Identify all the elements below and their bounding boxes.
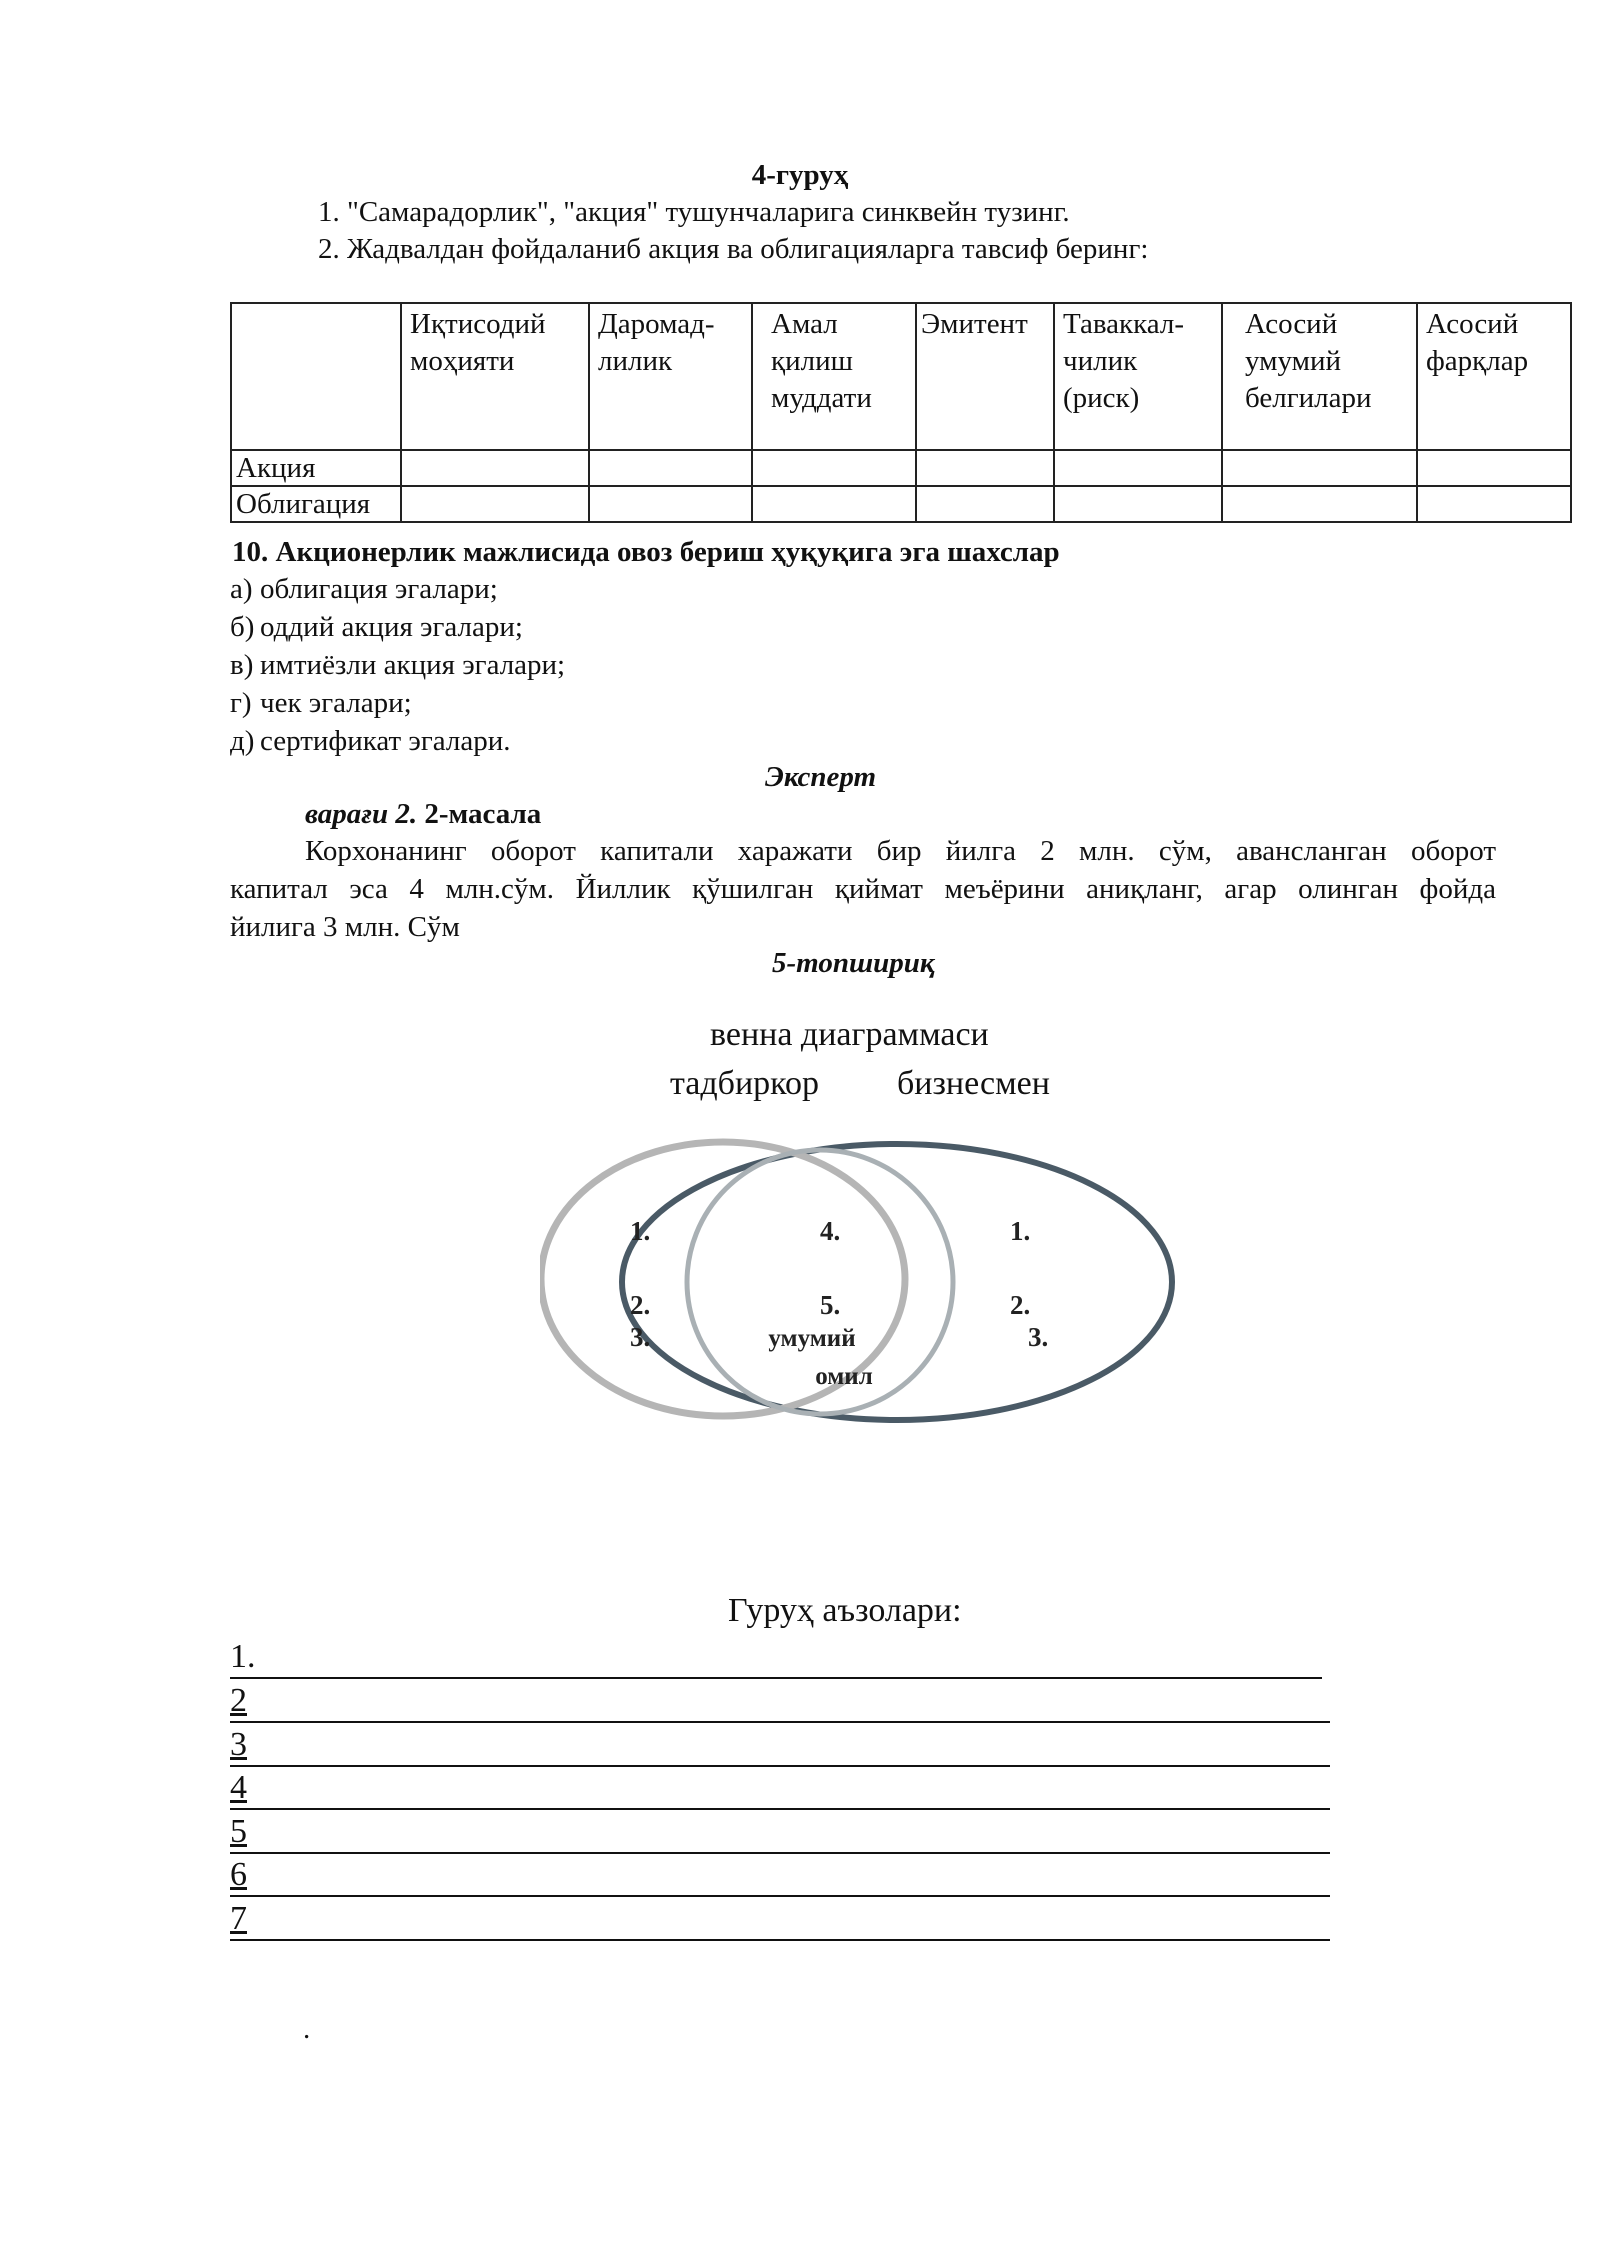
venn-center-item-4: 4. bbox=[820, 1216, 841, 1246]
member-number: 3 bbox=[230, 1726, 247, 1763]
venn-right-label: бизнесмен bbox=[897, 1065, 1050, 1102]
expert-heading: Эксперт bbox=[765, 761, 877, 793]
table-header-cell: Амал қилиш муддати bbox=[752, 303, 916, 450]
table-cell bbox=[1054, 450, 1222, 486]
option-letter: б) bbox=[230, 611, 255, 643]
table-row bbox=[231, 450, 1571, 486]
table-cell bbox=[401, 450, 589, 486]
option-text: облигация эгалари; bbox=[260, 573, 498, 605]
member-line-2[interactable] bbox=[230, 1681, 1330, 1723]
answer-option-e bbox=[230, 722, 511, 760]
table-header-cell: Иқтисодий моҳияти bbox=[401, 303, 589, 450]
option-letter: г) bbox=[230, 687, 252, 719]
table-row-label: Акция bbox=[231, 450, 401, 486]
table-cell bbox=[401, 486, 589, 522]
table-header-row bbox=[231, 303, 1571, 450]
table-header-cell: Таваккал- чилик (риск) bbox=[1054, 303, 1222, 450]
table-cell bbox=[1222, 450, 1417, 486]
answer-option-b bbox=[230, 608, 523, 646]
task5-heading: 5-топшириқ bbox=[772, 947, 935, 979]
table-cell bbox=[589, 450, 752, 486]
trailing-dot: . bbox=[303, 2013, 311, 2045]
answer-option-a bbox=[230, 570, 498, 608]
venn-right-circle bbox=[622, 1144, 1172, 1420]
venn-diagram bbox=[540, 1130, 1190, 1435]
table-cell bbox=[1054, 486, 1222, 522]
table-header-cell bbox=[231, 303, 401, 450]
member-number: 5 bbox=[230, 1813, 247, 1850]
venn-right-item-2: 2. bbox=[1010, 1290, 1031, 1320]
venn-center-caption-2: омил bbox=[815, 1363, 873, 1390]
group-title: 4-гуруҳ bbox=[751, 159, 849, 191]
table-cell bbox=[1417, 450, 1571, 486]
problem-line-3: йилига 3 млн. Сўм bbox=[230, 911, 460, 943]
member-line-5[interactable] bbox=[230, 1812, 1330, 1854]
venn-right-item-3: 3. bbox=[1028, 1322, 1049, 1352]
member-number: 4 bbox=[230, 1769, 247, 1806]
question-10-title: 10. Акционерлик мажлисида овоз бериш ҳуқуқига эга шахслар bbox=[232, 536, 1060, 568]
table-cell bbox=[752, 450, 916, 486]
table-header-cell: Асосий фарқлар bbox=[1417, 303, 1571, 450]
members-title: Гуруҳ аъзолари: bbox=[728, 1592, 962, 1629]
member-line-3[interactable] bbox=[230, 1725, 1330, 1767]
venn-left-item-1: 1. bbox=[630, 1216, 651, 1246]
table-cell bbox=[1222, 486, 1417, 522]
option-text: сертификат эгалари. bbox=[260, 725, 511, 757]
table-header-cell: Асосий умумий белгилари bbox=[1222, 303, 1417, 450]
option-text: чек эгалари; bbox=[260, 687, 412, 719]
answer-option-d bbox=[230, 684, 412, 722]
member-number: 1. bbox=[230, 1638, 256, 1675]
member-line-7[interactable] bbox=[230, 1899, 1330, 1941]
table-header-cell: Даромад- лилик bbox=[589, 303, 752, 450]
comparison-table bbox=[230, 302, 1572, 523]
member-number: 7 bbox=[230, 1900, 247, 1937]
member-number: 2 bbox=[230, 1682, 247, 1719]
member-line-4[interactable] bbox=[230, 1768, 1330, 1810]
task-2: 2. Жадвалдан фойдаланиб акция ва облигацияларга тавсиф беринг: bbox=[318, 233, 1149, 265]
answer-option-c bbox=[230, 646, 565, 684]
venn-center-item-5: 5. bbox=[820, 1290, 841, 1320]
table-header-cell: Эмитент bbox=[916, 303, 1054, 450]
table-cell bbox=[752, 486, 916, 522]
table-row-label: Облигация bbox=[231, 486, 401, 522]
member-line-6[interactable] bbox=[230, 1855, 1330, 1897]
option-text: имтиёзли акция эгалари; bbox=[260, 649, 566, 681]
table-row bbox=[231, 486, 1571, 522]
venn-left-item-3: 3. bbox=[630, 1322, 651, 1352]
sheet-italic: варағи 2. bbox=[305, 798, 418, 830]
table-cell bbox=[916, 450, 1054, 486]
venn-left-item-2: 2. bbox=[630, 1290, 651, 1320]
sheet-number: 2-масала bbox=[417, 798, 542, 830]
table-cell bbox=[589, 486, 752, 522]
problem-line-1: Корхонанинг оборот капитали харажати бир йилга 2 млн. сўм, авансланган оборот bbox=[305, 835, 1496, 867]
expert-sheet-label bbox=[305, 795, 541, 833]
option-text: оддий акция эгалари; bbox=[260, 611, 523, 643]
option-letter: д) bbox=[230, 725, 255, 757]
problem-line-2: капитал эса 4 млн.сўм. Йиллик қўшилган қиймат меъёрини аниқланг, агар олинган фойда bbox=[230, 873, 1496, 905]
task-1: 1. "Самарадорлик", "акция" тушунчаларига синквейн тузинг. bbox=[318, 196, 1070, 228]
member-line-1[interactable] bbox=[230, 1637, 1322, 1679]
venn-title: венна диаграммаси bbox=[710, 1016, 989, 1053]
option-letter: в) bbox=[230, 649, 254, 681]
venn-left-label: тадбиркор bbox=[670, 1065, 819, 1102]
option-letter: а) bbox=[230, 573, 253, 605]
table-cell bbox=[1417, 486, 1571, 522]
venn-center-caption-1: умумий bbox=[768, 1325, 856, 1352]
table-cell bbox=[916, 486, 1054, 522]
venn-right-item-1: 1. bbox=[1010, 1216, 1031, 1246]
member-number: 6 bbox=[230, 1856, 247, 1893]
